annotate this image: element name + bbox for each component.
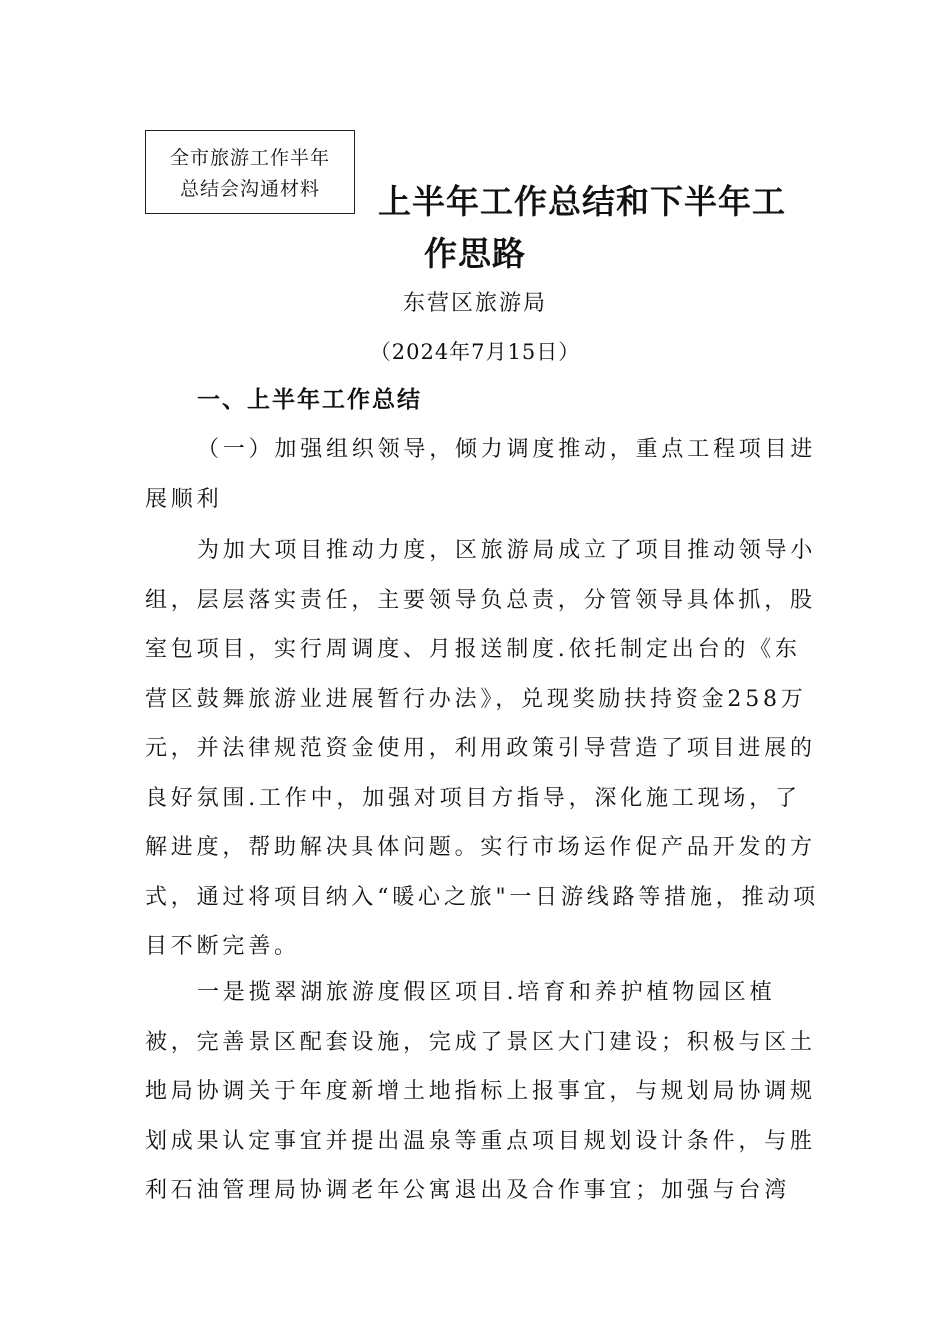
note-box-line2: 总结会沟通材料 — [179, 178, 320, 200]
note-box-line1: 全市旅游工作半年 — [169, 147, 330, 169]
section-subheading: （一）加强组织领导，倾力调度推动，重点工程项目进展顺利 — [145, 437, 817, 512]
document-date: （2024年7月15日） — [369, 340, 581, 364]
body-paragraph-1: 为加大项目推动力度，区旅游局成立了项目推动领导小组，层层落实责任，主要领导负总责，分管领导具体抓，股室包项目，实行周调度、月报送制度.依托制定出台的《东营区鼓舞旅游业进展暂行办法》，兑现奖励扶持资金258万元，并法律规范资金使用，利用政策引导营造了项目进展的良好氛围.工作中，加强对项目方指导，深化施工现场，了解进度，帮助解决具体问题。实行市场运作促产品开发的方式，通过将项目纳入“暖心之旅"一日游线路等措施，推动项目不断完善。 — [145, 538, 819, 959]
document-title — [378, 176, 818, 280]
note-box — [145, 130, 355, 214]
document-title-line1: 上半年工作总结和下半年工 — [378, 182, 786, 221]
issuing-organization: 东营区旅游局 — [402, 291, 547, 316]
section-heading: 一、上半年工作总结 — [197, 387, 422, 413]
document-title-line2: 作思路 — [424, 234, 526, 273]
body-paragraph-2: 一是揽翠湖旅游度假区项目.培育和养护植物园区植被，完善景区配套设施，完成了景区大门建设；积极与区土地局协调关于年度新增土地指标上报事宜，与规划局协调规划成果认定事宜并提出温泉等重点项目规划设计条件，与胜利石油管理局协调老年公寓退出及合作事宜；加强与台湾 — [145, 980, 816, 1203]
